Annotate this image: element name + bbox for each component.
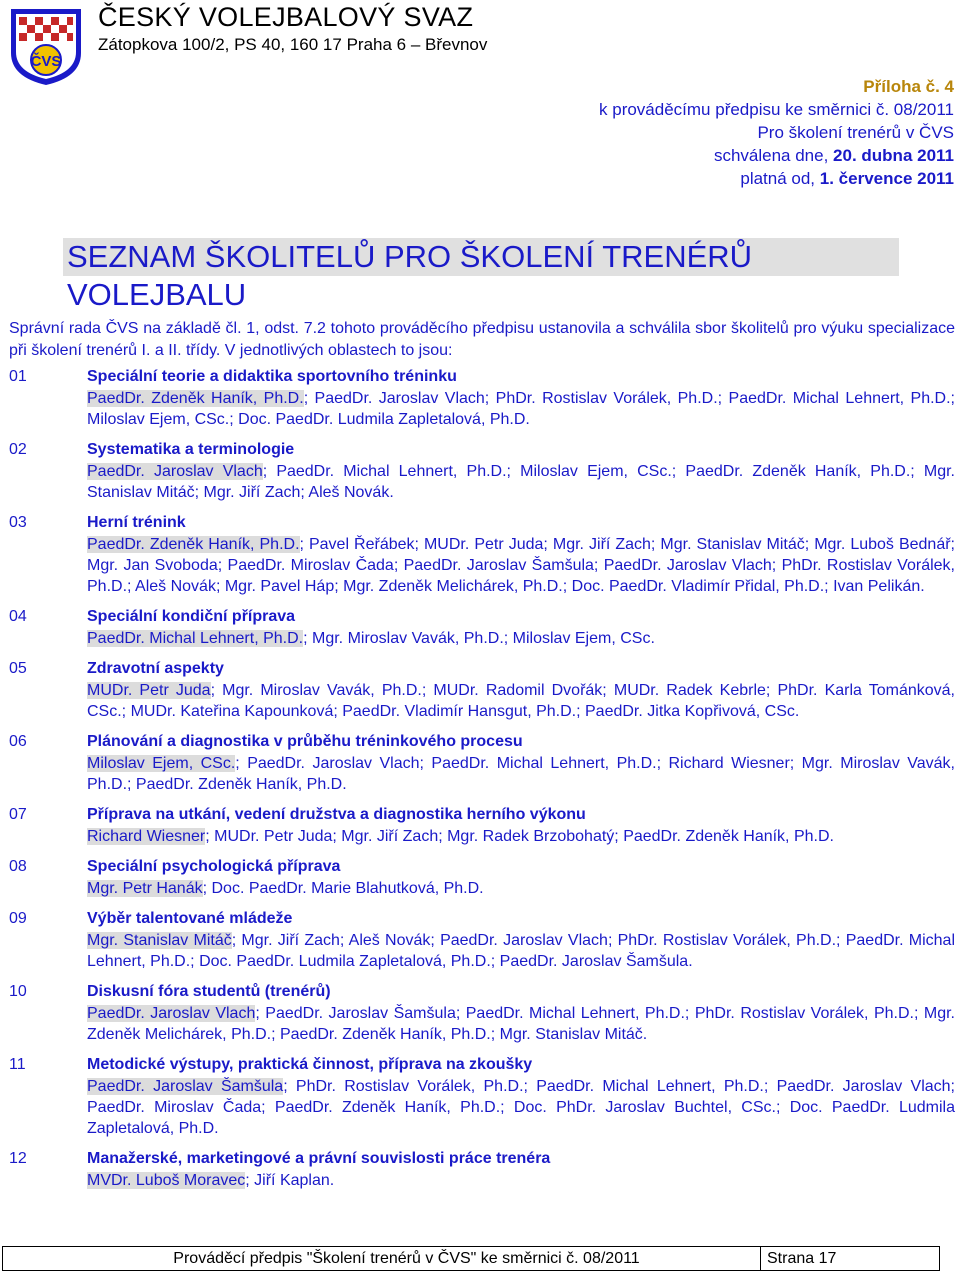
section-trainers (87, 878, 955, 899)
section-number: 07 (9, 806, 27, 823)
section-other-trainers: ; PaedDr. Jaroslav Vlach; PhDr. Rostislav Vorálek, Ph.D.; PaedDr. Michal Lehnert, Ph.D.; Miloslav Ejem, CSc.; Doc. PaedDr. Ludmila Zapletalová, Ph.D. (87, 390, 955, 428)
section-other-trainers: ; MUDr. Petr Juda; Mgr. Jiří Zach; Mgr. Radek Brzobohatý; PaedDr. Zdeněk Haník, Ph.D. (205, 828, 834, 845)
page-footer (2, 1246, 940, 1271)
section-heading (9, 512, 955, 534)
section-02 (9, 439, 955, 503)
section-lead-trainer: MUDr. Petr Juda (87, 682, 211, 699)
annex-info (599, 75, 954, 190)
section-other-trainers: ; PhDr. Rostislav Vorálek, Ph.D.; PaedDr. Michal Lehnert, Ph.D.; PaedDr. Jaroslav Vlach; PaedDr. Miroslav Čada; PaedDr. Zdeněk Haník, Ph.D.; Doc. PhDr. Jaroslav Buchtel, CSc.; Doc. PaedDr. Ludmila Zapletalová, Ph.D. (87, 1078, 955, 1137)
section-04 (9, 606, 955, 649)
section-heading (9, 856, 955, 878)
section-trainers (87, 534, 955, 597)
section-heading (9, 439, 955, 461)
section-number: 09 (9, 910, 27, 927)
section-03 (9, 512, 955, 597)
document-title: SEZNAM ŠKOLITELŮ PRO ŠKOLENÍ TRENÉRŮ VOLEJBALU (63, 238, 899, 276)
section-06 (9, 731, 955, 795)
section-12 (9, 1148, 955, 1191)
section-other-trainers: ; PaedDr. Jaroslav Šamšula; PaedDr. Michal Lehnert, Ph.D.; PhDr. Rostislav Vorálek, Ph.D.; Mgr. Zdeněk Melichárek, Ph.D.; PaedDr. Zdeněk Haník, Ph.D.; Mgr. Stanislav Mitáč. (87, 1005, 956, 1043)
sections-list (9, 366, 955, 1200)
section-heading (9, 1054, 955, 1076)
section-number: 08 (9, 858, 27, 875)
cvs-logo (5, 5, 87, 87)
section-heading (9, 658, 955, 680)
section-trainers (87, 1003, 955, 1045)
section-trainers (87, 753, 955, 795)
section-trainers (87, 680, 955, 722)
organization-name: ČESKÝ VOLEJBALOVÝ SVAZ (98, 2, 474, 32)
section-other-trainers: ; PaedDr. Jaroslav Vlach; PaedDr. Michal Lehnert, Ph.D.; Richard Wiesner; Mgr. Miroslav Vavák, Ph.D.; PaedDr. Zdeněk Haník, Ph.D. (87, 755, 955, 793)
section-lead-trainer: Mgr. Petr Hanák (87, 880, 203, 897)
section-number: 02 (9, 441, 27, 458)
section-heading (9, 606, 955, 628)
section-09 (9, 908, 955, 972)
annex-number: Příloha č. 4 (863, 77, 954, 96)
section-number: 06 (9, 733, 27, 750)
section-title: Diskusní fóra studentů (trenérů) (87, 983, 331, 1000)
organization-address: Zátopkova 100/2, PS 40, 160 17 Praha 6 – Břevnov (98, 35, 488, 54)
section-lead-trainer: MVDr. Luboš Moravec (87, 1172, 246, 1189)
annex-valid-from: platná od, 1. července 2011 (740, 169, 954, 188)
section-title: Systematika a terminologie (87, 441, 295, 458)
section-title: Metodické výstupy, praktická činnost, příprava na zkoušky (87, 1056, 533, 1073)
section-trainers (87, 826, 955, 847)
logo-text: ČVS (30, 53, 62, 70)
section-lead-trainer: Miloslav Ejem, CSc. (87, 755, 236, 772)
section-title: Speciální teorie a didaktika sportovního tréninku (87, 368, 457, 385)
footer-document-name: Prováděcí předpis "Školení trenérů v ČVS" ke směrnici č. 08/2011 (3, 1247, 761, 1270)
section-10 (9, 981, 955, 1045)
section-other-trainers: ; Jiří Kaplan. (245, 1172, 335, 1189)
section-heading (9, 908, 955, 930)
section-title: Výběr talentované mládeže (87, 910, 293, 927)
annex-purpose: Pro školení trenérů v ČVS (757, 123, 954, 142)
section-number: 12 (9, 1150, 27, 1167)
section-heading (9, 366, 955, 388)
section-heading (9, 804, 955, 826)
section-lead-trainer: PaedDr. Zdeněk Haník, Ph.D. (87, 536, 300, 553)
section-lead-trainer: PaedDr. Jaroslav Šamšula (87, 1078, 284, 1095)
section-other-trainers: ; PaedDr. Michal Lehnert, Ph.D.; Miloslav Ejem, CSc.; PaedDr. Zdeněk Haník, Ph.D.; Mgr. Stanislav Mitáč; Mgr. Jiří Zach; Aleš Novák. (87, 463, 955, 501)
section-heading (9, 1148, 955, 1170)
section-title: Zdravotní aspekty (87, 660, 224, 677)
section-other-trainers: ; Mgr. Miroslav Vavák, Ph.D.; Miloslav Ejem, CSc. (303, 630, 655, 647)
section-heading (9, 981, 955, 1003)
section-title: Plánování a diagnostika v průběhu tréninkového procesu (87, 733, 523, 750)
section-title: Manažerské, marketingové a právní souvislosti práce trenéra (87, 1150, 551, 1167)
section-lead-trainer: PaedDr. Michal Lehnert, Ph.D. (87, 630, 304, 647)
section-trainers (87, 461, 955, 503)
section-number: 05 (9, 660, 27, 677)
section-08 (9, 856, 955, 899)
intro-paragraph: Správní rada ČVS na základě čl. 1, odst. 7.2 tohoto prováděcího předpisu ustanovila a schválila sbor školitelů pro výuku specializace při školení trenérů I. a II. třídy. V jednotlivých oblastech to jsou: (9, 320, 955, 359)
section-number: 10 (9, 983, 27, 1000)
section-trainers (87, 628, 955, 649)
section-lead-trainer: Richard Wiesner (87, 828, 206, 845)
section-11 (9, 1054, 955, 1139)
section-number: 01 (9, 368, 27, 385)
section-other-trainers: ; Mgr. Jiří Zach; Aleš Novák; PaedDr. Jaroslav Vlach; PhDr. Rostislav Vorálek, Ph.D.; PaedDr. Michal Lehnert, Ph.D.; Doc. PaedDr. Ludmila Zapletalová, Ph.D.; PaedDr. Jaroslav Šamšula. (87, 932, 956, 970)
section-trainers (87, 388, 955, 430)
section-trainers (87, 1076, 955, 1139)
section-title: Speciální psychologická příprava (87, 858, 341, 875)
section-01 (9, 366, 955, 430)
section-title: Příprava na utkání, vedení družstva a diagnostika herního výkonu (87, 806, 586, 823)
annex-reference: k prováděcímu předpisu ke směrnici č. 08/2011 (599, 100, 954, 119)
section-number: 04 (9, 608, 27, 625)
section-other-trainers: ; Pavel Řeřábek; MUDr. Petr Juda; Mgr. Jiří Zach; Mgr. Stanislav Mitáč; Mgr. Luboš Bednář; Mgr. Jan Svoboda; PaedDr. Miroslav Čada; PaedDr. Jaroslav Šamšula; PaedDr. Jaroslav Vlach; PhDr. Rostislav Vorálek, Ph.D.; Aleš Novák; Mgr. Pavel Háp; Mgr. Zdeněk Melichárek, Ph.D.; Doc. PaedDr. Vladimír Přidal, Ph.D.; Ivan Pelikán. (87, 536, 955, 595)
section-other-trainers: ; Mgr. Miroslav Vavák, Ph.D.; MUDr. Radomil Dvořák; MUDr. Radek Kebrle; PhDr. Karla Tománková, CSc.; MUDr. Kateřina Kapounková; PaedDr. Vladimír Hansgut, Ph.D.; PaedDr. Jitka Kopřivová, CSc. (87, 682, 955, 720)
section-trainers (87, 930, 955, 972)
section-title: Herní trénink (87, 514, 186, 531)
section-other-trainers: ; Doc. PaedDr. Marie Blahutková, Ph.D. (202, 880, 484, 897)
section-number: 03 (9, 514, 27, 531)
section-heading (9, 731, 955, 753)
section-lead-trainer: PaedDr. Jaroslav Vlach (87, 1005, 256, 1022)
section-title: Speciální kondiční příprava (87, 608, 296, 625)
section-number: 11 (9, 1056, 26, 1073)
section-07 (9, 804, 955, 847)
footer-page-number: Strana 17 (767, 1250, 837, 1267)
annex-approved: schválena dne, 20. dubna 2011 (713, 146, 954, 165)
section-lead-trainer: PaedDr. Jaroslav Vlach (87, 463, 263, 480)
section-lead-trainer: Mgr. Stanislav Mitáč (87, 932, 232, 949)
section-trainers (87, 1170, 955, 1191)
section-lead-trainer: PaedDr. Zdeněk Haník, Ph.D. (87, 390, 304, 407)
section-05 (9, 658, 955, 722)
